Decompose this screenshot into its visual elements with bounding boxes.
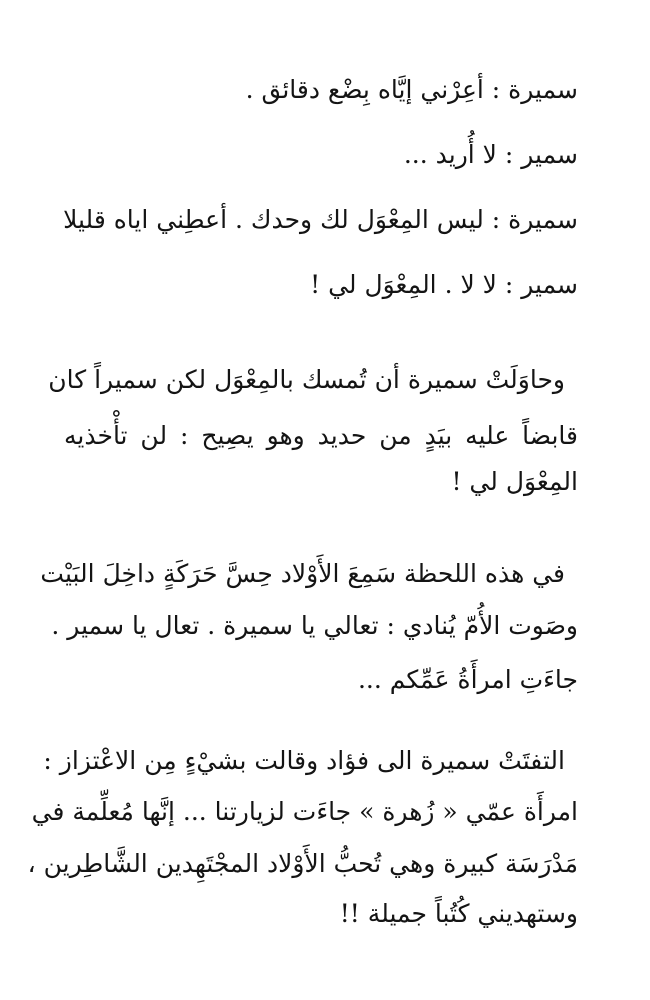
dialogue-line-samira-1: سميرة : أعِرْني إيَّاه بِضْع دقائق .: [245, 75, 578, 104]
paragraph-3-line-4: وستهديني كُتُباً جميلة !!: [339, 899, 578, 928]
dialogue-line-samir-2: سمير : لا لا . المِعْوَل لي !: [310, 270, 578, 299]
paragraph-2-line-3: جاءَتِ امرأَةُ عَمِّكم ...: [357, 665, 578, 694]
paragraph-1-line-3: المِعْوَل لي !: [451, 467, 578, 496]
paragraph-2-line-1: في هذه اللحظة سَمِعَ الأَوْلاد حِسَّ حَرَكَةٍ داخِلَ البَيْت: [40, 559, 565, 588]
paragraph-1-line-1: وحاوَلَتْ سميرة أن تُمسك بالمِعْوَل لكن سميراً كان: [48, 365, 565, 394]
paragraph-2-line-2: وصَوت الأُمّ يُنادي : تعالي يا سميرة . تعال يا سمير .: [51, 611, 578, 640]
paragraph-1-line-2: قابضاً عليه بيَدٍ من حديد وهو يصِيح : لن تأْخذيه: [64, 421, 578, 450]
paragraph-3-line-1: التفتَتْ سميرة الى فؤاد وقالت بشيْءٍ مِن الاعْتزاز :: [43, 746, 565, 775]
dialogue-line-samir-1: سمير : لا أُريد ...: [403, 140, 578, 169]
paragraph-3-line-3: مَدْرَسَة كبيرة وهي تُحبُّ الأَوْلاد المجْتَهِدين الشَّاطِرين ،: [27, 849, 578, 878]
dialogue-line-samira-2: سميرة : ليس المِعْوَل لك وحدك . أعطِني اياه قليلا: [63, 205, 578, 234]
paragraph-3-line-2: امرأَة عمّي « زُهرة » جاءَت لزيارتنا ... إنَّها مُعلِّمة في: [31, 797, 578, 826]
